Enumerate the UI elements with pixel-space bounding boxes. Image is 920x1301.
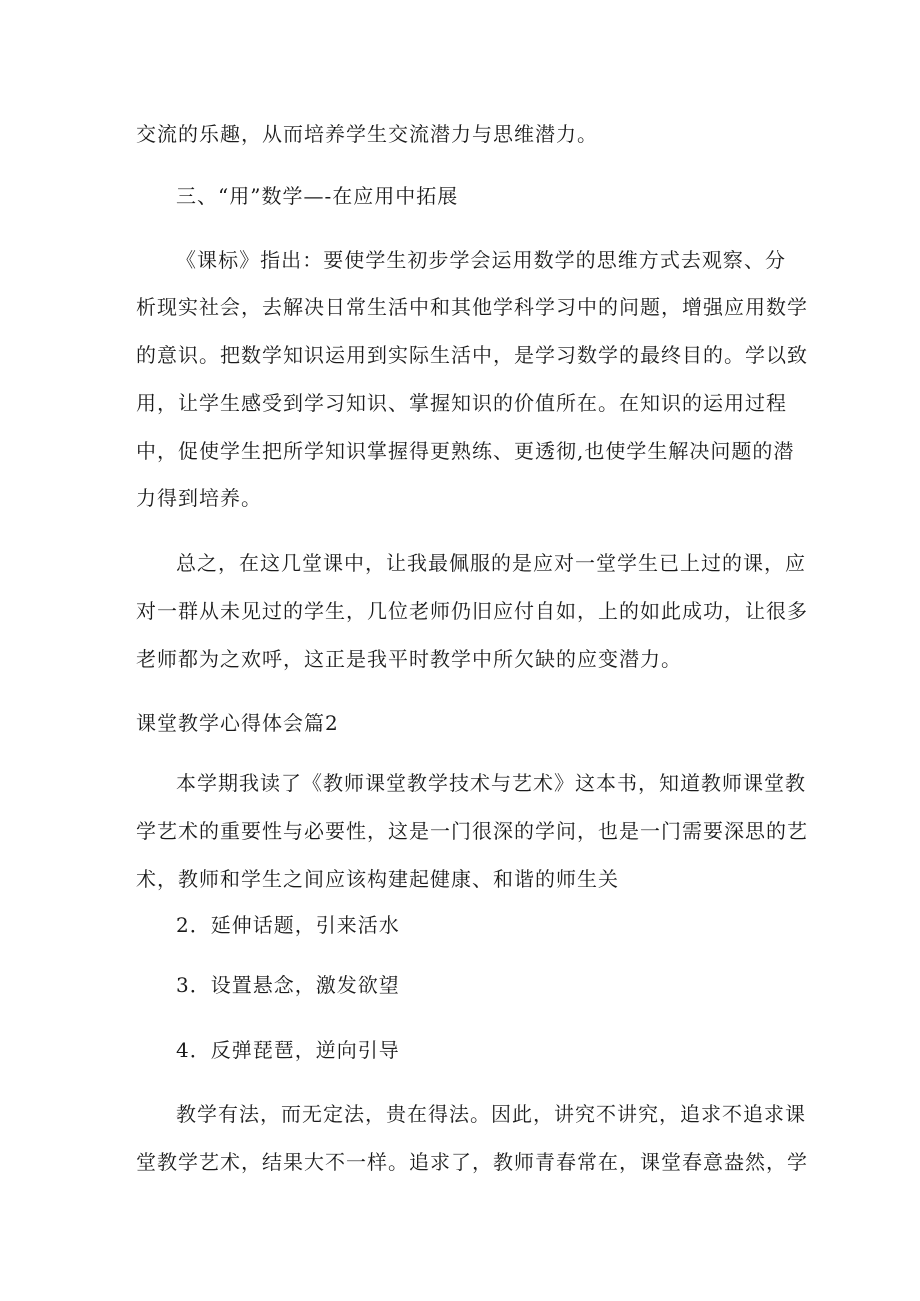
paragraph-line: 堂教学艺术，结果大不一样。追求了，教师青春常在，课堂春意盎然，学 — [136, 1150, 808, 1174]
paragraph-line: 《课标》指出：要使学生初步学会运用数学的思维方式去观察、分 — [176, 248, 786, 272]
paragraph-line: 教学有法，而无定法，贵在得法。因此，讲究不讲究，追求不追求课 — [176, 1102, 806, 1126]
list-item: 2．延伸话题，引来活水 — [176, 913, 400, 937]
paragraph-line: 中，促使学生把所学知识掌握得更熟练、更透彻,也使学生解决问题的潜 — [136, 439, 795, 463]
paragraph-line: 析现实社会，去解决日常生活中和其他学科学习中的问题，增强应用数学 — [136, 295, 808, 319]
paragraph-line: 力得到培养。 — [136, 486, 262, 510]
list-item: 4．反弹琵琶，逆向引导 — [176, 1038, 400, 1062]
paragraph-line: 用，让学生感受到学习知识、掌握知识的价值所在。在知识的运用过程 — [136, 391, 787, 415]
paragraph-line: 本学期我读了《教师课堂教学技术与艺术》这本书，知道教师课堂教 — [176, 771, 806, 795]
list-item: 3．设置悬念，激发欲望 — [176, 973, 400, 997]
section-heading: 三、“用”数学—-在应用中拓展 — [176, 184, 459, 208]
paragraph-line: 总之，在这几堂课中，让我最佩服的是应对一堂学生已上过的课，应 — [176, 551, 806, 575]
paragraph-line: 对一群从未见过的学生，几位老师仍旧应付自如，上的如此成功，让很多 — [136, 599, 808, 623]
paragraph-line: 术，教师和学生之间应该构建起健康、和谐的师生关 — [136, 867, 619, 891]
paragraph-line: 学艺术的重要性与必要性，这是一门很深的学问，也是一门需要深思的艺 — [136, 819, 808, 843]
paragraph-line: 交流的乐趣，从而培养学生交流潜力与思维潜力。 — [136, 122, 598, 146]
paragraph-line: 的意识。把数学知识运用到实际生活中，是学习数学的最终目的。学以致 — [136, 343, 808, 367]
paragraph-line: 老师都为之欢呼，这正是我平时教学中所欠缺的应变潜力。 — [136, 647, 682, 671]
section-title: 课堂教学心得体会篇2 — [136, 711, 339, 735]
